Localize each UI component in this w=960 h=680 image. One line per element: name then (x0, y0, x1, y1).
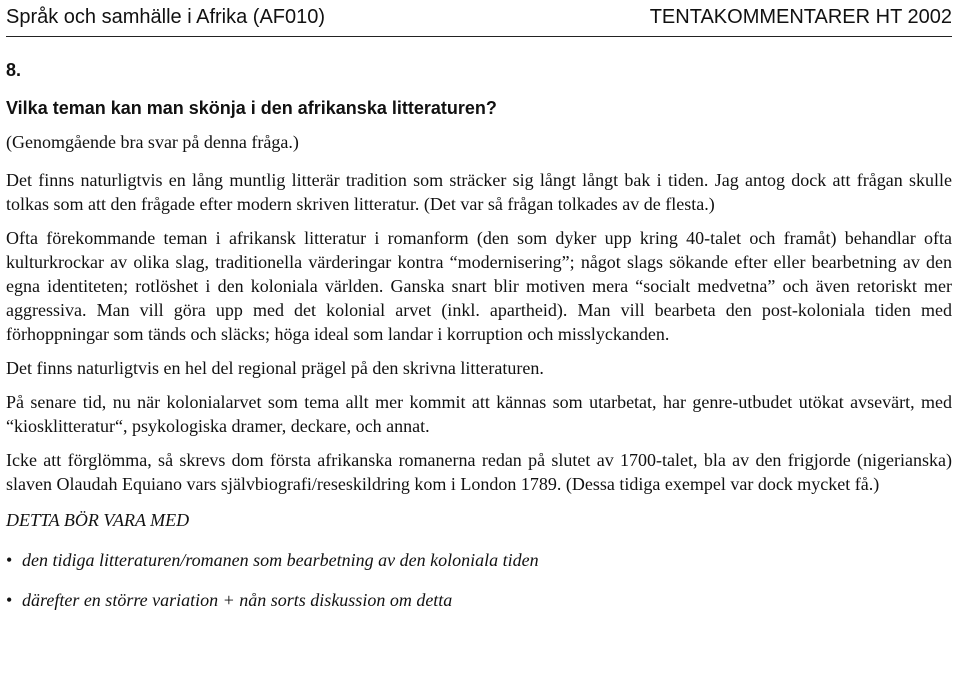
paragraph: Ofta förekommande teman i afrikansk litteratur i romanform (den som dyker upp kring 40-talet och framåt) behandlar ofta kulturkrockar av olika slag, traditionella värderingar kontra “modernisering”; något slags sökande efter eller bearbetning av den egna identiteten; rotlöshet i den koloniala världen. Ganska snart blir motiven mera “socialt medvetna” och även retoriskt mer aggressiva. Man vill göra upp med det kolonial arvet (inkl. apartheid). Man vill bearbeta den post-koloniala tiden med förhoppningar som tänds och släcks; höga ideal som landar i korruption och misslyckanden. (6, 228, 952, 344)
document-title: TENTAKOMMENTARER HT 2002 (649, 6, 952, 28)
list-item (6, 548, 952, 572)
must-include-heading: DETTA BÖR VARA MED (6, 510, 190, 530)
grading-note: (Genomgående bra svar på denna fråga.) (6, 132, 299, 152)
paragraph: Icke att förglömma, så skrevs dom första afrikanska romanerna redan på slutet av 1700-talet, bla av den frigjorde (nigerianska) slaven Olaudah Equiano vars självbiografi/reseskildring kom i London 1789. (Dessa tidiga exempel var dock mycket få.) (6, 450, 952, 494)
question-number: 8. (6, 60, 22, 80)
list-item-text: därefter en större variation + nån sorts diskussion om detta (22, 590, 453, 610)
page-header (6, 2, 952, 37)
bullet-icon: • (6, 550, 13, 570)
list-item (6, 588, 952, 612)
question-title: Vilka teman kan man skönja i den afrikanska litteraturen? (6, 98, 497, 118)
must-include-list (6, 548, 952, 612)
bullet-icon: • (6, 590, 13, 610)
paragraph: På senare tid, nu när kolonialarvet som tema allt mer kommit att kännas som utarbetat, har genre-utbudet utökat avsevärt, med “kiosklitteratur“, psykologiska dramer, deckare, och annat. (6, 392, 952, 436)
document-body (6, 58, 952, 612)
paragraph: Det finns naturligtvis en lång muntlig litterär tradition som sträcker sig långt långt bak i tiden. Jag antog dock att frågan skulle tolkas som att den frågade efter modern skriven litteratur. (Det var så frågan tolkades av de flesta.) (6, 170, 952, 214)
list-item-text: den tidiga litteraturen/romanen som bearbetning av den koloniala tiden (22, 550, 539, 570)
course-title: Språk och samhälle i Afrika (AF010) (6, 6, 326, 28)
paragraph: Det finns naturligtvis en hel del regional prägel på den skrivna litteraturen. (6, 358, 544, 378)
